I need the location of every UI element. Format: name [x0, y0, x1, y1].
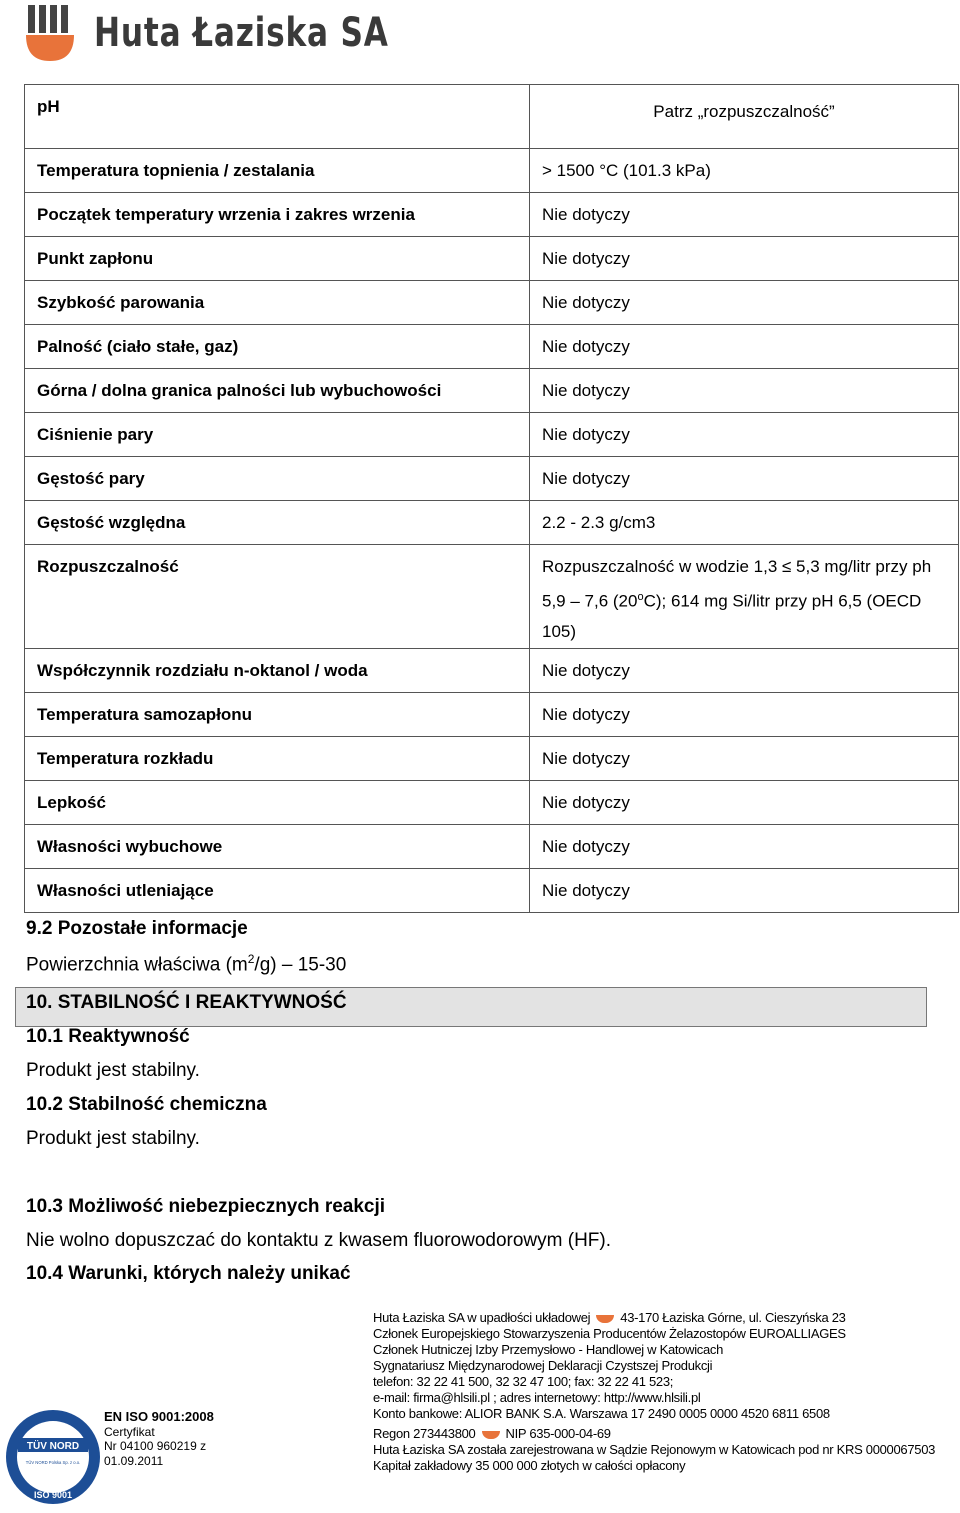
section-10-3-text: Nie wolno dopuszczać do kontaktu z kwasem fluorowodorowym (HF).	[26, 1230, 612, 1251]
table-row	[25, 193, 959, 237]
svg-text:TÜV NORD: TÜV NORD	[26, 1441, 80, 1452]
property-label: Lepkość	[25, 781, 530, 825]
property-label: Współczynnik rozdziału n-oktanol / woda	[25, 649, 530, 693]
property-label: pH	[25, 85, 530, 149]
table-row	[25, 781, 959, 825]
property-value: Nie dotyczy	[530, 193, 959, 237]
property-label: Temperatura topnienia / zestalania	[25, 149, 530, 193]
flame-logo-icon	[24, 3, 76, 63]
property-label: Gęstość pary	[25, 457, 530, 501]
property-label: Początek temperatury wrzenia i zakres wrzenia	[25, 193, 530, 237]
orange-arrow-icon	[482, 1431, 500, 1439]
table-row	[25, 693, 959, 737]
property-value: Nie dotyczy	[530, 825, 959, 869]
property-label: Rozpuszczalność	[25, 545, 530, 649]
table-row	[25, 413, 959, 457]
property-label: Szybkość parowania	[25, 281, 530, 325]
section-10-2-heading: 10.2 Stabilność chemiczna	[26, 1094, 267, 1115]
table-row	[25, 237, 959, 281]
table-row	[25, 369, 959, 413]
property-label: Ciśnienie pary	[25, 413, 530, 457]
section-10-1-heading: 10.1 Reaktywność	[26, 1026, 190, 1047]
property-value: Nie dotyczy	[530, 737, 959, 781]
property-value: Nie dotyczy	[530, 413, 959, 457]
section-10-1-text: Produkt jest stabilny.	[26, 1060, 200, 1081]
table-row	[25, 85, 959, 149]
property-label: Własności wybuchowe	[25, 825, 530, 869]
table-row	[25, 325, 959, 369]
property-value: Nie dotyczy	[530, 693, 959, 737]
section-10-bar	[15, 987, 927, 1027]
orange-arrow-icon	[596, 1315, 614, 1323]
table-row	[25, 649, 959, 693]
property-label: Temperatura rozkładu	[25, 737, 530, 781]
tuv-certification-badge	[4, 1408, 102, 1511]
section-10-heading: 10. STABILNOŚĆ I REAKTYWNOŚĆ	[26, 992, 347, 1013]
property-value: Patrz „rozpuszczalność”	[530, 85, 959, 149]
svg-text:ISO 9001: ISO 9001	[33, 1490, 73, 1500]
property-value: Nie dotyczy	[530, 781, 959, 825]
section-10-3-heading: 10.3 Możliwość niebezpiecznych reakcji	[26, 1196, 386, 1217]
property-value: Nie dotyczy	[530, 325, 959, 369]
property-value: Nie dotyczy	[530, 457, 959, 501]
property-value: > 1500 °C (101.3 kPa)	[530, 149, 959, 193]
table-row	[25, 737, 959, 781]
property-label: Górna / dolna granica palności lub wybuchowości	[25, 369, 530, 413]
property-label: Punkt zapłonu	[25, 237, 530, 281]
table-row	[25, 545, 959, 649]
svg-text:TÜV NORD Polska Sp. z o.o.: TÜV NORD Polska Sp. z o.o.	[25, 1460, 81, 1465]
property-label: Własności utleniające	[25, 869, 530, 913]
property-label: Temperatura samozapłonu	[25, 693, 530, 737]
properties-table	[24, 84, 959, 913]
property-value: Nie dotyczy	[530, 649, 959, 693]
property-value: 2.2 - 2.3 g/cm3	[530, 501, 959, 545]
section-10-4-heading: 10.4 Warunki, których należy unikać	[26, 1263, 351, 1284]
company-wordmark: Huta Łaziska SA	[94, 10, 389, 56]
property-value: Nie dotyczy	[530, 869, 959, 913]
property-label: Palność (ciało stałe, gaz)	[25, 325, 530, 369]
table-row	[25, 501, 959, 545]
table-row	[25, 869, 959, 913]
table-row	[25, 281, 959, 325]
section-10-2-text: Produkt jest stabilny.	[26, 1128, 200, 1149]
company-logo	[24, 2, 472, 64]
company-footer: Huta Łaziska SA w upadłości układowej 43-170 Łaziska Górne, ul. Cieszyńska 23 Członek Europejskiego Stowarzyszenia Producentów Żelazostopów EUROALLIAGES Członek Hutniczej Izby Przemysłowo - Handlowej w Katowicach Sygnatariusz Międzynarodowej Deklaracji Czystszej Produkcji telefon: 32 22 41 500, 32 32 47 100; fax: 32 22 41 523; e-mail: firma@hlsili.pl ; adres internetowy: http://www.hlsili.pl Konto bankowe: ALIOR BANK S.A. Warszawa 17 2490 0005 0000 4520 6811 6508 Regon 273443800 NIP 635-000-04-69 Huta Łaziska SA została zarejestrowana w Sądzie Rejonowym w Katowicach pod nr KRS 0000067503 Kapitał zakładowy 35 000 000 złotych w całości opłacony	[373, 1310, 936, 1473]
property-value: Nie dotyczy	[530, 237, 959, 281]
property-label: Gęstość względna	[25, 501, 530, 545]
solubility-value: Rozpuszczalność w wodzie 1,3 ≤ 5,3 mg/litr przy ph 5,9 – 7,6 (20$^o$C); 614 mg Si/litr przy pH 6,5 (OECD 105)	[530, 545, 959, 649]
table-row	[25, 149, 959, 193]
table-row	[25, 825, 959, 869]
table-row	[25, 457, 959, 501]
property-value: Nie dotyczy	[530, 281, 959, 325]
specific-surface-text: Powierzchnia właściwa $(m^2/g) - 15-30$	[26, 952, 347, 976]
section-9-2-heading: 9.2 Pozostałe informacje	[26, 918, 248, 939]
property-value: Nie dotyczy	[530, 369, 959, 413]
certificate-info: EN ISO 9001:2008 Certyfikat Nr 04100 960219 z 01.09.2011	[104, 1409, 214, 1468]
